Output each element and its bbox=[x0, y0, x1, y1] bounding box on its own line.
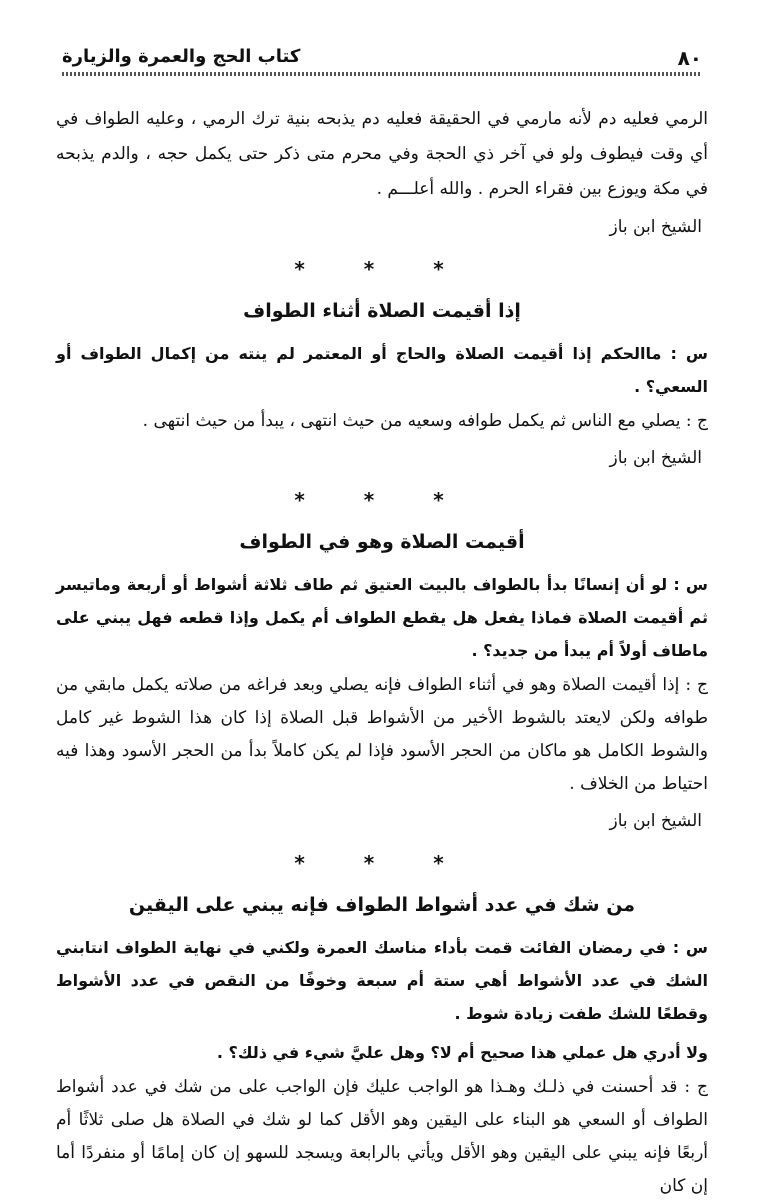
intro-paragraph: الرمي فعليه دم لأنه مارمي في الحقيقة فعليه دم يذبحه بنية ترك الرمي ، وعليه الطواف في أي وقت فيطوف ولو في آخر ذي الحجة وفي محرم متى ذكر حتى يكمل حجه ، والدم يذبحه في مكة ويوزع بين فقراء الحرم . والله أعلـــم . bbox=[56, 109, 708, 199]
answer: ج : إذا أقيمت الصلاة وهو في أثناء الطواف فإنه يصلي وبعد فراغه من صلاته يكمل مابقي من طوافه ولكن لايعتد بالشوط الأخير من الأشواط قبل الصلاة إذا كان هذا الشوط غير كامل والشوط الكامل هو ماكان من الحجر الأسود فإذا لم يكن كاملاً بدأ من الحجر الأسود وهذا فيه احتياط من الخلاف . bbox=[56, 675, 708, 794]
intro-signature: الشيخ ابن باز bbox=[609, 217, 702, 237]
question-continuation: ولا أدري هل عملي هذا صحيح أم لا؟ وهل عليَّ شيء في ذلك؟ . bbox=[216, 1043, 708, 1062]
separator-stars: * * * bbox=[294, 488, 470, 512]
separator-stars: * * * bbox=[294, 851, 470, 875]
book-title: كتاب الحج والعمرة والزيارة bbox=[62, 46, 301, 67]
signature: الشيخ ابن باز bbox=[609, 811, 702, 831]
section-heading: إذا أقيمت الصلاة أثناء الطواف bbox=[243, 300, 521, 322]
question: س : في رمضان الفائت قمت بأداء مناسك العمرة ولكني في نهاية الطواف انتابني الشك في عدد الأشواط أهي ستة أم سبعة وخوفًا من النقص في عدد الأشواط وقطعًا للشك طفت زيادة شوط . bbox=[56, 938, 708, 1023]
section-heading: من شك في عدد أشواط الطواف فإنه يبني على اليقين bbox=[128, 894, 636, 916]
running-header bbox=[62, 44, 702, 76]
answer: ج : يصلي مع الناس ثم يكمل طوافه وسعيه من حيث انتهى ، يبدأ من حيث انتهى . bbox=[142, 411, 708, 431]
separator-stars: * * * bbox=[294, 257, 470, 281]
header-rule bbox=[62, 72, 702, 76]
signature: الشيخ ابن باز bbox=[609, 448, 702, 468]
page-content bbox=[56, 102, 708, 1203]
page-number: ٨٠ bbox=[677, 46, 702, 70]
question: س : ماالحكم إذا أقيمت الصلاة والحاج أو المعتمر لم ينته من إكمال الطواف أو السعي؟ . bbox=[56, 344, 708, 396]
section-heading: أقيمت الصلاة وهو في الطواف bbox=[239, 531, 525, 553]
question: س : لو أن إنسانًا بدأ بالطواف بالبيت العتيق ثم طاف ثلاثة أشواط أو أربعة وماتيسر ثم أقيمت الصلاة فماذا يفعل هل يقطع الطواف أم يكمل وإذا قطعه فهل يبني على ماطاف أولاً أم يبدأ من جديد؟ . bbox=[56, 575, 708, 660]
answer: ج : قد أحسنت في ذلـك وهـذا هو الواجب عليك فإن الواجب على من شك في عدد أشواط الطواف أو السعي هو البناء على اليقين وهو الأقل كما لو شك في الصلاة هل صلى ثلاثًا أم أربعًا فإنه يبني على اليقين وهو الأقل ويأتي بالرابعة ويسجد للسهو إن كان إمامًا أو منفردًا أما إن كان bbox=[56, 1077, 708, 1196]
